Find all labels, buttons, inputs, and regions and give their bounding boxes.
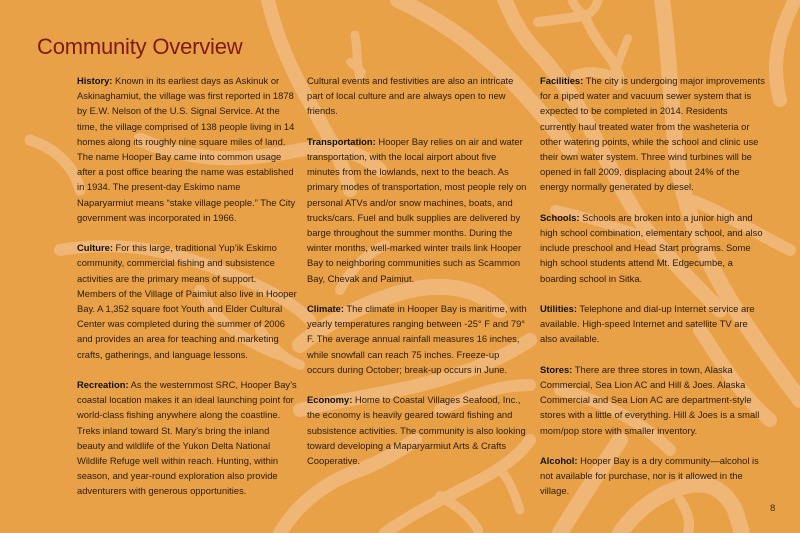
column-right: [540, 73, 766, 514]
section-transportation: [307, 134, 529, 286]
section-history: [77, 73, 297, 225]
section-text: Cultural events and festivities are also an intricate part of local culture and are always open to new friends.: [307, 75, 514, 117]
section-label: Alcohol:: [540, 455, 578, 467]
section-facilities: [540, 73, 766, 195]
section-text: There are three stores in town, Alaska Commercial, Sea Lion AC and Hill & Joes. Alaska Commercial and Sea Lion AC are department-style stores with a little of everything. Hill & Joes is a small mom/pop store with smaller inventory.: [540, 363, 760, 436]
section-economy: [307, 392, 529, 468]
page-title: Community Overview: [37, 34, 243, 59]
section-alcohol: [540, 453, 766, 499]
section-label: Utilities:: [540, 303, 577, 315]
section-label: Recreation:: [77, 379, 129, 391]
section-text: Hooper Bay relies on air and water transportation, with the local airport about five minutes from the lowlands, next to the beach. As primary modes of transportation, most people rely on personal ATVs and/or snow machines, boats, and trucks/cars. Fuel and bulk supplies are delivered by barge throughout the summer months. During the winter months, well-marked winter trails link Hooper Bay to neighboring communities such as Scammon Bay, Chevak and Paimiut.: [307, 135, 527, 284]
page-number: 8: [770, 503, 776, 514]
section-label: Stores:: [540, 363, 573, 375]
section-culture: [77, 240, 297, 362]
section-climate: [307, 301, 529, 377]
section-recreation: [77, 377, 297, 499]
section-text: Schools are broken into a junior high and high school combination, elementary school, and also include preschool and Head Start programs. Some high school students attend Mt. Edgecumbe, a boarding school in Sitka.: [540, 211, 763, 284]
section-text: Known in its earliest days as Askinuk or Askinaghamiut, the village was first reported in 1878 by E.W. Nelson of the U.S. Signal Service. At the time, the village comprised of 138 people living in 14 homes along its roughly nine square miles of land. The name Hooper Bay came into common usage after a post office bearing the name was established in 1934. The present-day Eskimo name Naparyarmiut means “stake village people.” The City government was incorporated in 1966.: [77, 75, 296, 223]
section-label: Facilities:: [540, 75, 584, 86]
column-middle: [307, 73, 529, 483]
section-utilities: [540, 301, 766, 347]
section-text: Hooper Bay is a dry community—alcohol is not available for purchase, nor is it allowed in the village.: [540, 455, 759, 497]
section-text: For this large, traditional Yup’ik Eskimo community, commercial fishing and subsistence activities are the primary means of support. Members of the Village of Paimiut also live in Hooper Bay. A 1,352 square foot Youth and Elder Cultural Center was completed during the summer of 2006 and provides an area for teaching and marketing crafts, gatherings, and language lessons.: [77, 242, 297, 360]
section-text: Home to Coastal Villages Seafood, Inc., the economy is heavily geared toward fishing and subsistence activities. The community is also looking toward developing a Maparyarmiut Arts & Crafts Cooperative.: [307, 394, 526, 467]
section-text: The climate in Hooper Bay is maritime, with yearly temperatures ranging between -25° F and 79° F. The average annual rainfall measures 16 inches, while snowfall can reach 75 inches. Freeze-up occurs during October; break-up occurs in June.: [307, 303, 527, 375]
section-label: Economy:: [307, 394, 353, 406]
section-culture-continued: [307, 73, 529, 119]
section-label: Schools:: [540, 211, 580, 223]
column-left: [77, 73, 297, 514]
section-schools: [540, 210, 766, 286]
section-label: Climate:: [307, 303, 344, 315]
section-text: The city is undergoing major improvements for a piped water and vacuum sewer system that is expected to be completed in 2014. Residents currently haul treated water from the washeteria or other watering points, while the school and clinic use their own water system. Three wind turbines will be opened in fall 2009, displacing about 24% of the energy normally generated by diesel.: [540, 75, 765, 193]
section-label: Culture:: [77, 242, 113, 254]
section-label: Transportation:: [307, 135, 376, 147]
section-stores: [540, 362, 766, 438]
section-label: History:: [77, 75, 113, 86]
section-text: Telephone and dial-up Internet service are available. High-speed Internet and satellite TV are also available.: [540, 303, 755, 345]
section-text: As the westernmost SRC, Hooper Bay’s coastal location makes it an ideal launching point for world-class fishing anywhere along the coastline. Treks inland toward St. Mary’s bring the inland beauty and wildlife of the Yukon Delta National Wildlife Refuge well within reach. Hunting, within season, and year-round exploration also provide adventurers with generous opportunities.: [77, 379, 297, 497]
